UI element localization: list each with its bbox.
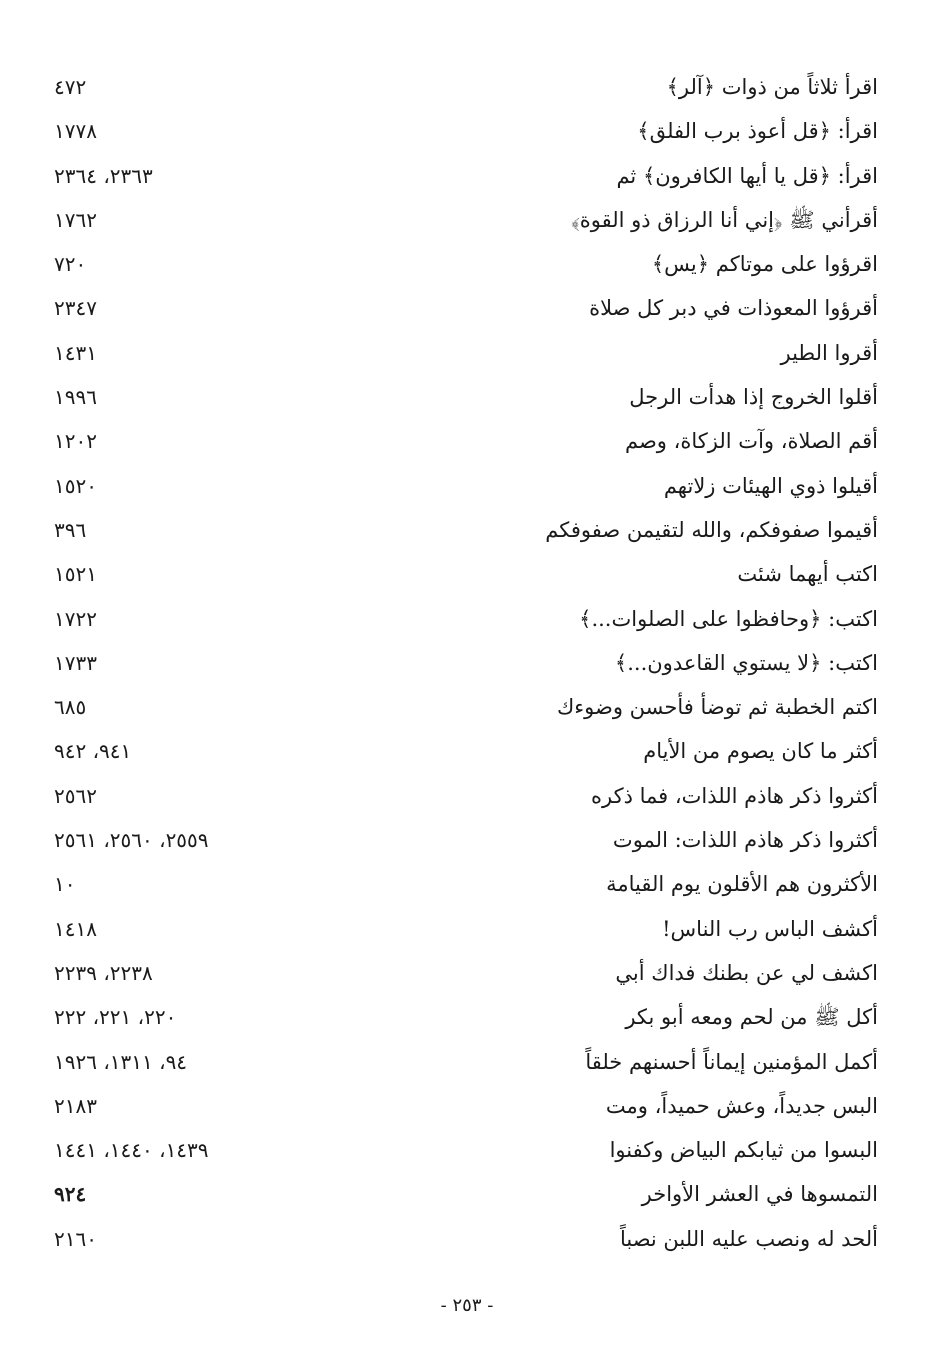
hadith-numbers: ١٤٣٩، ١٤٤٠، ١٤٤١ [54,1138,209,1163]
hadith-numbers: ٢١٨٣ [54,1093,97,1118]
index-entry [50,730,884,774]
hadith-index-list [50,66,884,1262]
index-entry [50,1085,884,1129]
index-entry [50,243,884,287]
index-entry [50,598,884,642]
hadith-numbers: ١٧٣٣ [54,650,97,675]
index-entry [50,908,884,952]
hadith-numbers: ١٥٢٠ [54,473,97,498]
hadith-incipit: أكشف الباس رب الناس! [662,916,878,941]
hadith-numbers: ٣٩٦ [54,517,87,542]
index-entry [50,553,884,597]
hadith-incipit: اكتم الخطبة ثم توضأ فأحسن وضوءك [556,695,878,720]
hadith-incipit: اقرأ: ﴿قل أعوذ برب الفلق﴾ [637,119,878,144]
hadith-incipit: اقرؤوا على موتاكم ﴿يس﴾ [651,252,878,277]
index-entry [50,465,884,509]
hadith-incipit: اكتب: ﴿لا يستوي القاعدون...﴾ [614,650,878,675]
hadith-numbers: ١٠ [54,872,76,897]
hadith-numbers: ٢١٦٠ [54,1226,97,1251]
hadith-numbers: ٦٨٥ [54,695,87,720]
hadith-numbers: ٢٢٠، ٢٢١، ٢٢٢ [54,1005,177,1030]
hadith-numbers: ٢٢٣٨، ٢٢٣٩ [54,960,153,985]
hadith-incipit: أكثروا ذكر هاذم اللذات، فما ذكره [591,783,878,808]
index-entry [50,1173,884,1217]
hadith-numbers: ٢٥٦٢ [54,783,97,808]
index-entry [50,863,884,907]
index-entry [50,287,884,331]
hadith-numbers: ٤٧٢ [54,75,87,99]
hadith-incipit: أقيموا صفوفكم، والله لتقيمن صفوفكم [545,517,878,542]
hadith-incipit: البس جديداً، وعش حميداً، ومت [605,1093,878,1118]
hadith-incipit: أكمل المؤمنين إيماناً أحسنهم خلقاً [585,1049,878,1074]
hadith-numbers: ٢٣٦٣، ٢٣٦٤ [54,163,153,188]
hadith-incipit: أقرؤوا المعوذات في دبر كل صلاة [589,296,878,321]
index-entry [50,110,884,154]
index-entry [50,775,884,819]
index-entry [50,686,884,730]
hadith-numbers: ٩٤١، ٩٤٢ [54,739,132,764]
hadith-numbers: ١٥٢١ [54,562,97,587]
index-entry [50,1041,884,1085]
hadith-incipit: ألحد له ونصب عليه اللبن نصباً [619,1226,878,1251]
index-entry [50,420,884,464]
hadith-numbers: ١٧٢٢ [54,606,97,631]
hadith-incipit: الأكثرون هم الأقلون يوم القيامة [606,872,878,897]
hadith-incipit: أقروا الطير [780,340,878,365]
hadith-incipit: أكل ﷺ من لحم ومعه أبو بكر [625,1005,878,1030]
page-number: - ٢٥٣ - [440,1295,494,1316]
hadith-numbers: ١٢٠٢ [54,429,97,454]
hadith-incipit: أقم الصلاة، وآت الزكاة، وصم [625,429,878,454]
hadith-numbers: ١٤١٨ [54,916,97,941]
index-entry [50,1129,884,1173]
index-entry [50,155,884,199]
index-entry [50,819,884,863]
hadith-incipit: اقرأ ثلاثاً من ذوات ﴿آلر﴾ [666,75,878,99]
hadith-numbers: ١٤٣١ [54,340,97,365]
hadith-incipit: أكثر ما كان يصوم من الأيام [643,739,878,764]
index-entry [50,199,884,243]
hadith-incipit: البسوا من ثيابكم البياض وكفنوا [609,1138,878,1163]
hadith-incipit: أقرأني ﷺ ﴿إني أنا الرزاق ذو القوة﴾ [571,207,878,232]
hadith-numbers: ٧٢٠ [54,252,87,277]
index-entry [50,642,884,686]
index-entry [50,509,884,553]
hadith-numbers: ٩٤، ١٣١١، ١٩٢٦ [54,1049,188,1074]
hadith-numbers: ٢٥٥٩، ٢٥٦٠، ٢٥٦١ [54,828,209,853]
hadith-numbers: ٩٢٤ [54,1182,87,1207]
hadith-incipit: اكتب: ﴿وحافظوا على الصلوات...﴾ [579,606,878,631]
index-entry [50,66,884,110]
index-entry [50,376,884,420]
hadith-numbers: ١٧٧٨ [54,119,97,144]
index-entry [50,1218,884,1262]
hadith-numbers: ١٩٩٦ [54,385,97,410]
hadith-incipit: أكثروا ذكر هاذم اللذات: الموت [612,828,878,853]
hadith-incipit: أقيلوا ذوي الهيئات زلاتهم [663,473,878,498]
hadith-numbers: ٢٣٤٧ [54,296,97,321]
hadith-incipit: اقرأ: ﴿قل يا أيها الكافرون﴾ ثم [616,163,878,188]
index-entry [50,996,884,1040]
index-entry [50,332,884,376]
hadith-incipit: التمسوها في العشر الأواخر [641,1182,878,1207]
hadith-numbers: ١٧٦٢ [54,207,97,232]
hadith-incipit: اكتب أيهما شئت [737,562,878,587]
index-entry [50,952,884,996]
hadith-incipit: أقلوا الخروج إذا هدأت الرجل [629,385,878,410]
hadith-incipit: اكشف لي عن بطنك فداك أبي [615,960,878,985]
